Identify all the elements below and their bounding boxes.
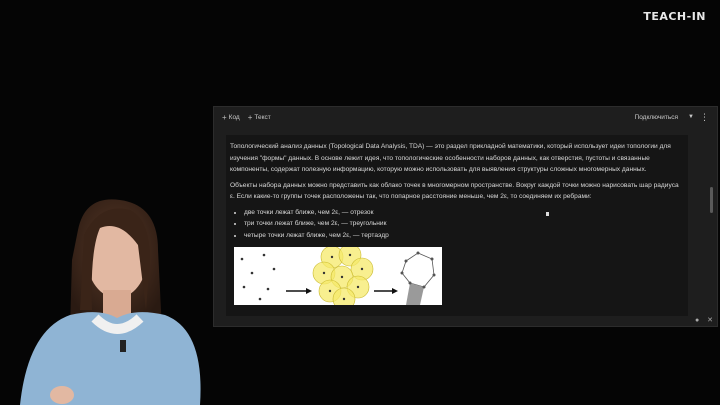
plus-icon: +: [222, 112, 227, 122]
teachin-logo: TEACH-IN: [643, 10, 706, 23]
connect-label: Подключиться: [634, 113, 679, 121]
scrollbar[interactable]: [710, 187, 713, 213]
paragraph-intro: Топологический анализ данных (Topological Data Analysis, TDA) — это раздел прикладной математики, который использует идеи топологии для изучения "формы" данных. В основе лежит идея, что топологические особенности наборов данных, как отверстия, пустоты и связанные компоненты, содержат полезную информацию, которую можно использовать для выявления структуры сложных многомерных данных.: [230, 143, 671, 173]
bullet-list: [230, 207, 680, 242]
mouse-cursor: [546, 212, 549, 216]
list-item: • четыре точки лежат ближе, чем 2ε, — тертаэдр: [244, 230, 680, 242]
simplicial-complex-figure: [234, 247, 442, 305]
status-icons: [695, 316, 713, 324]
presenter-video: [0, 190, 210, 405]
close-icon[interactable]: ✕: [707, 317, 713, 324]
notebook-window: [213, 106, 718, 327]
paragraph-point-cloud: Объекты набора данных можно представить как облако точек в многомерном пространстве. Вокруг каждой точки можно нарисовать шар радиуса ε. Если какие-то группы точек расположены так, что попарное расстояние меньше, чем 2ε, то соединяем их ребрами:: [230, 181, 679, 200]
notebook-toolbar: [214, 107, 717, 127]
add-code-button[interactable]: [222, 113, 240, 122]
dot-icon: ●: [694, 317, 700, 324]
list-item: • три точки лежат ближе, чем 2ε, — треугольник: [244, 218, 680, 230]
list-item: • две точки лежат ближе, чем 2ε, — отрезок: [244, 207, 680, 219]
text-cell[interactable]: [226, 135, 688, 316]
plus-icon: +: [247, 112, 253, 122]
add-text-label: Текст: [254, 113, 271, 121]
chevron-down-icon[interactable]: ▼: [688, 114, 694, 120]
add-text-button[interactable]: [248, 113, 271, 122]
add-code-label: Код: [228, 113, 240, 121]
more-vertical-icon[interactable]: ⋮: [700, 111, 709, 122]
connect-button[interactable]: [635, 113, 709, 122]
